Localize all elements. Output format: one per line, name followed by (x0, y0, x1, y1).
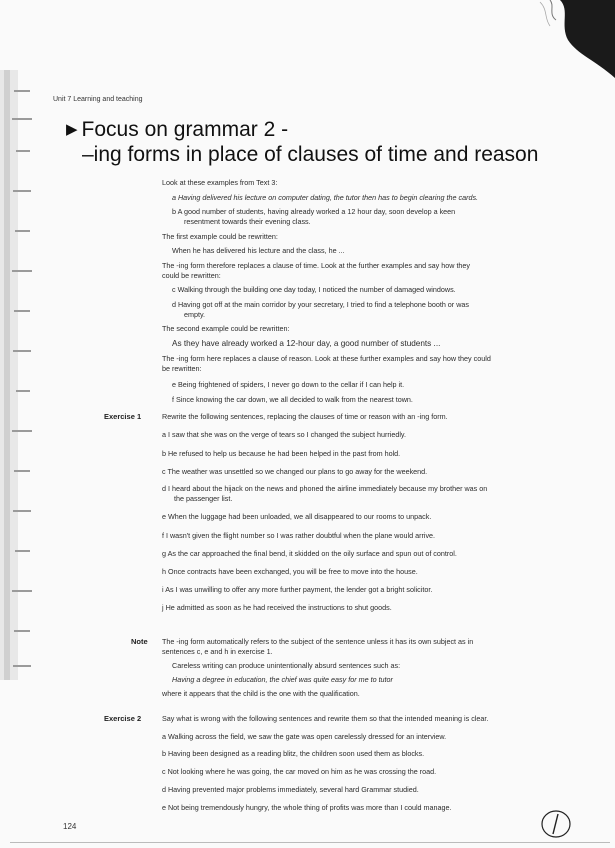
binding-spine-shadow (0, 70, 42, 680)
section-title-line1 (66, 118, 288, 142)
section-title-line2: –ing forms in place of clauses of time and reason (82, 143, 539, 166)
text-line: The second example could be rewritten: (162, 324, 290, 333)
example-d-cont: empty. (184, 310, 206, 319)
page-number: 124 (63, 822, 77, 831)
intro-line: Look at these examples from Text 3: (162, 178, 278, 187)
note-example: Having a degree in education, the chief was quite easy for me to tutor (172, 675, 393, 684)
exercise-1-item-d: d I heard about the hijack on the news and phoned the airline immediately because my brother was on (162, 484, 488, 493)
exercise-2-item-c: c Not looking where he was going, the car moved on him as he was crossing the road. (162, 767, 437, 776)
exercise-1-item-f: f I wasn't given the flight number so I was rather doubtful when the plane would arrive. (162, 531, 436, 540)
exercise-2-item-e: e Not being tremendously hungry, the whole thing of profits was more than I could manage. (162, 803, 452, 812)
exercise-1-item-b: b He refused to help us because he had been helped in the past from hold. (162, 449, 401, 458)
exercise-1-instruction: Rewrite the following sentences, replacing the clauses of time or reason with an ‑ing form. (162, 412, 448, 421)
scanner-corner-shadow (500, 0, 615, 78)
rewrite-line: As they have already worked a 12‑hour day, a good number of students ... (172, 339, 441, 348)
example-d: d Having got off at the main corridor by your secretary, I tried to find a telephone booth or was (172, 300, 469, 309)
exercise-2-label: Exercise 2 (104, 714, 142, 723)
exercise-1-item-a: a I saw that she was on the verge of tears so I changed the subject hurriedly. (162, 430, 406, 439)
exercise-2-instruction: Say what is wrong with the following sentences and rewrite them so that the intended meaning is clear. (162, 714, 489, 723)
exercise-1-item-c: c The weather was unsettled so we changed our plans to go away for the weekend. (162, 467, 428, 476)
exercise-2-item-b: b Having been designed as a reading blitz, the children soon used them as blocks. (162, 749, 425, 758)
exercise-1-item-j: j He admitted as soon as he had received the instructions to shut goods. (162, 603, 392, 612)
play-arrow-icon: ▶ (66, 121, 78, 138)
note-line: Careless writing can produce unintentionally absurd sentences such as: (172, 661, 401, 670)
exercise-1-item-e: e When the luggage had been unloaded, we all disappeared to our rooms to unpack. (162, 512, 432, 521)
note-line: sentences c, e and h in exercise 1. (162, 647, 273, 656)
text-line: could be rewritten: (162, 271, 221, 280)
example-a: a Having delivered his lecture on computer dating, the tutor then has to begin clearing the cards. (172, 193, 479, 202)
text-line: The first example could be rewritten: (162, 232, 278, 241)
note-line: The ‑ing form automatically refers to the subject of the sentence unless it has its own subject as in (162, 637, 474, 646)
example-b: b A good number of students, having already worked a 12 hour day, soon develop a keen (172, 207, 456, 216)
text-line: be rewritten: (162, 364, 202, 373)
exercise-1-item-d-cont: the passenger list. (174, 494, 233, 503)
running-head: Unit 7 Learning and teaching (53, 96, 143, 103)
exercise-1-item-g: g As the car approached the final bend, it skidded on the oily surface and spun out of control. (162, 549, 457, 558)
example-e: e Being frightened of spiders, I never go down to the cellar if I can help it. (172, 380, 405, 389)
handwritten-circle-mark (539, 808, 573, 840)
exercise-1-item-i: i As I was unwilling to offer any more further payment, the lender got a bright solicitor. (162, 585, 433, 594)
example-b-cont: resentment towards their evening class. (184, 217, 311, 226)
exercise-2-item-d: d Having prevented major problems immediately, several hard Grammar studied. (162, 785, 419, 794)
rewrite-line: When he has delivered his lecture and the class, he ... (172, 246, 345, 255)
example-c: c Walking through the building one day today, I noticed the number of damaged windows. (172, 285, 456, 294)
exercise-1-label: Exercise 1 (104, 412, 142, 421)
note-label: Note (131, 637, 148, 646)
exercise-1-item-h: h Once contracts have been exchanged, you will be free to move into the house. (162, 567, 418, 576)
exercise-2-item-a: a Walking across the field, we saw the gate was open carelessly dressed for an interview. (162, 732, 447, 741)
example-f: f Since knowing the car down, we all decided to walk from the nearest town. (172, 395, 413, 404)
text-line: The ‑ing form here replaces a clause of reason. Look at these further examples and say how they could (162, 354, 491, 363)
note-line: where it appears that the child is the one with the qualification. (162, 689, 360, 698)
section-title-text: Focus on grammar 2 - (81, 118, 289, 141)
scan-footer-noise (0, 838, 615, 848)
text-line: The ‑ing form therefore replaces a clause of time. Look at the further examples and say how they (162, 261, 471, 270)
